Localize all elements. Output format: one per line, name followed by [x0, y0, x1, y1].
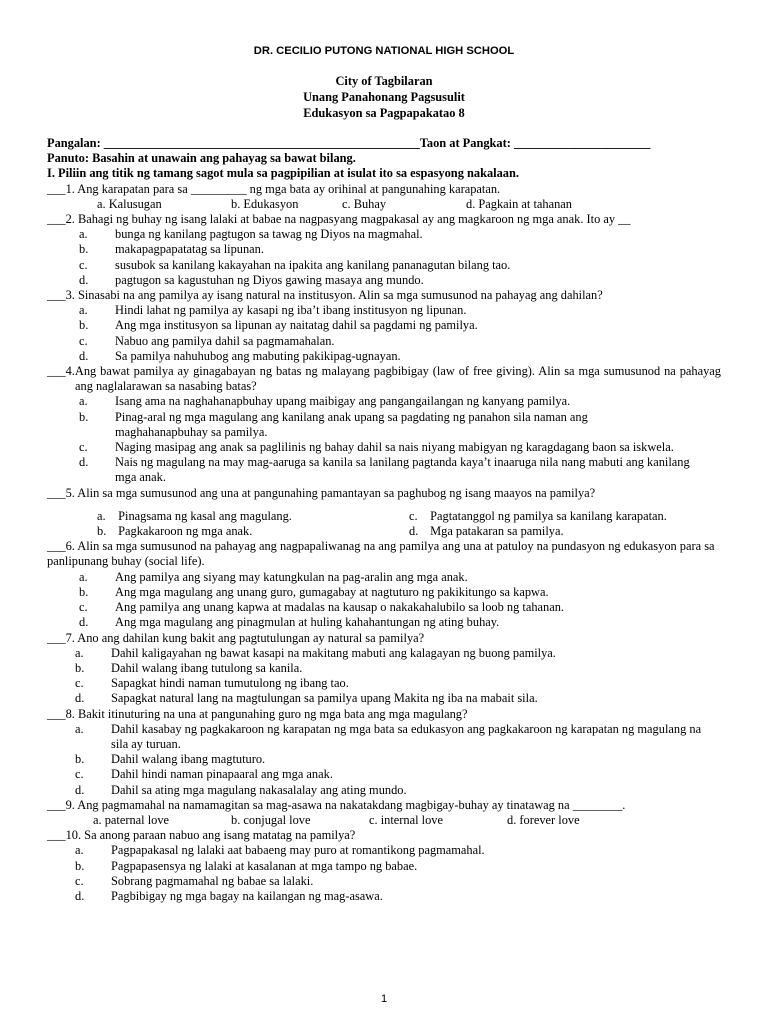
q3-option-c: c. Nabuo ang pamilya dahil sa pagmamahalan. [79, 333, 335, 348]
q4-option-b: b. Pinag-aral ng mga magulang ang kanilang anak upang sa pagdating ng panahon sila naman ang maghahanapbuhay sa pamilya. [79, 409, 588, 439]
q6-option-d: d. Ang mga magulang ang pinagmulan at huling kahahantungan ng ating buhay. [79, 615, 500, 630]
q9-option-b: b. conjugal love [231, 812, 311, 827]
q5-options-row-1 [47, 509, 721, 524]
q8-option-a: a. Dahil kasabay ng pagkakaroon ng karapatan ng mga bata sa edukasyon ang pagkakaroon ng karapatan ng magulang na sila ay turuan. [75, 721, 702, 751]
subject-title: Edukasyon sa Pagpapakatao 8 [303, 106, 465, 120]
question-6-stem: ___6. Alin sa mga sumusunod na pahayag ang nagpapaliwanag na ang pamilya ang una at patuloy na pundasyon ng edukasyon para sa panlipunang buhay (social life). [47, 539, 715, 569]
exam-title: Unang Panahonang Pagsusulit [303, 90, 465, 104]
q5-options-row-2 [47, 524, 721, 539]
question-8-stem: ___8. Bakit itinuturing na una at pangunahing guro ng mga bata ang mga magulang? [47, 706, 468, 721]
q5-option-b: b. Pagkakaroon ng mga anak. [97, 524, 253, 539]
exam-body [47, 136, 721, 904]
city-name: City of Tagbilaran [335, 74, 433, 88]
q3-option-d: d. Sa pamilya nahuhubog ang mabuting pakikipag-ugnayan. [79, 348, 401, 363]
q9-option-d: d. forever love [507, 812, 580, 827]
question-3-stem: ___3. Sinasabi na ang pamilya ay isang natural na institusyon. Alin sa mga sumusunod na pahayag ang dahilan? [47, 288, 603, 303]
q7-option-d: d. Sapagkat natural lang na magtulungan sa pamilya upang Makita ng iba na mabait sila. [75, 691, 538, 706]
q6-option-a: a. Ang pamilya ang siyang may katungkulan na pag-aralin ang mga anak. [79, 569, 468, 584]
question-7-stem: ___7. Ano ang dahilan kung bakit ang pagtutulungan ay natural sa pamilya? [47, 630, 425, 645]
q4-option-c: c. Naging masipag ang anak sa paglilinis ng bahay dahil sa nais niyang mabigyan ng karagdagang baon sa iskwela. [79, 440, 674, 455]
question-9-options [47, 813, 721, 828]
q4-option-d: d. Nais ng magulang na may mag-aaruga sa kanila sa lanilang pagtanda kaya’t inaaruga nila nang mabuti ang kanilang mga anak. [79, 455, 690, 485]
question-4-stem: ___4.Ang bawat pamilya ay ginagabayan ng batas ng malayang pagbibigay (law of free giving). Alin sa mga sumusunod na pahayag ang naglalarawan sa nasabing batas? [47, 364, 721, 394]
q7-option-c: c. Sapagkat hindi naman tumutulong ng ibang tao. [75, 676, 349, 691]
q3-option-a: a. Hindi lahat ng pamilya ay kasapi ng iba’t ibang institusyon ng lipunan. [79, 303, 467, 318]
question-1-stem: ___1. Ang karapatan para sa _________ ng mga bata ay orihinal at pangunahing karapatan. [47, 181, 501, 196]
instruction: Panuto: Basahin at unawain ang pahayag sa bawat bilang. [47, 151, 356, 166]
q2-option-b: b. makapagpapatatag sa lipunan. [79, 242, 264, 257]
q8-option-d: d. Dahil sa ating mga magulang nakasalalay ang ating mundo. [75, 782, 407, 797]
q1-option-d: d. Pagkain at tahanan [466, 196, 572, 211]
q2-option-c: c. susubok sa kanilang kakayahan na ipakita ang kanilang pananagutan bilang tao. [79, 257, 511, 272]
q5-option-d: d. Mga patakaran sa pamilya. [409, 524, 564, 539]
q1-option-a: a. Kalusugan [97, 196, 162, 211]
question-5-stem: ___5. Alin sa mga sumusunod ang una at pangunahing pamantayan sa paghubog ng isang maayos na pamilya? [47, 485, 596, 500]
school-name: DR. CECILIO PUTONG NATIONAL HIGH SCHOOL [253, 45, 515, 57]
q10-option-b: b. Pagpapasensya ng lalaki at kasalanan at mga tampo ng babae. [75, 858, 418, 873]
q5-option-c: c. Pagtatanggol ng pamilya sa kanilang karapatan. [409, 508, 667, 523]
page-number: 1 [380, 993, 388, 1005]
name-section-line: Pangalan: ___________________________________________________Taon at Pangkat: ______________________ [47, 136, 651, 150]
question-1-options [47, 197, 721, 212]
q6-option-b: b. Ang mga magulang ang unang guro, gumagabay at nagtuturo ng pakikitungo sa kapwa. [79, 584, 549, 599]
question-2-stem: ___2. Bahagi ng buhay ng isang lalaki at babae na nagpasyang magpakasal ay ang magkaroon ng mga anak. Ito ay __ [47, 212, 631, 227]
question-10-stem: ___10. Sa anong paraan nabuo ang isang matatag na pamilya? [47, 828, 356, 843]
q8-option-c: c. Dahil hindi naman pinapaaral ang mga anak. [75, 767, 333, 782]
q1-option-b: b. Edukasyon [231, 196, 299, 211]
question-9-stem: ___9. Ang pagmamahal na namamagitan sa mag-asawa na nakatakdang magbigay-buhay ay tinatawag na ________. [47, 797, 626, 812]
q2-option-a: a. bunga ng kanilang pagtugon sa tawag ng Diyos na magmahal. [79, 227, 423, 242]
q5-option-a: a. Pinagsama ng kasal ang magulang. [97, 508, 292, 523]
q6-option-c: c. Ang pamilya ang unang kapwa at madalas na kausap o nakakahalubilo sa loob ng tahanan. [79, 600, 565, 615]
q8-option-b: b. Dahil walang ibang magtuturo. [75, 752, 266, 767]
q3-option-b: b. Ang mga institusyon sa lipunan ay naitatag dahil sa pagdami ng pamilya. [79, 318, 478, 333]
q2-option-d: d. pagtugon sa kagustuhan ng Diyos gawing masaya ang mundo. [79, 272, 424, 287]
q7-option-b: b. Dahil walang ibang tutulong sa kanila. [75, 660, 303, 675]
q7-option-a: a. Dahil kaligayahan ng bawat kasapi na makitang mabuti ang kalagayan ng buong pamilya. [75, 645, 556, 660]
q1-option-c: c. Buhay [342, 196, 387, 211]
q10-option-c: c. Sobrang pagmamahal ng babae sa lalaki. [75, 873, 314, 888]
q10-option-d: d. Pagbibigay ng mga bagay na kailangan ng mag-asawa. [75, 888, 383, 903]
q9-option-a: a. paternal love [93, 812, 170, 827]
q9-option-c: c. internal love [369, 812, 443, 827]
q10-option-a: a. Pagpapakasal ng lalaki aat babaeng may puro at romantikong pagmamahal. [75, 843, 485, 858]
q4-option-a: a. Isang ama na naghahanapbuhay upang maibigay ang pangangailangan ng kanyang pamilya. [79, 394, 571, 409]
part-one-heading: I. Piliin ang titik ng tamang sagot mula sa pagpipilian at isulat ito sa espasyong nakalaan. [47, 166, 519, 181]
